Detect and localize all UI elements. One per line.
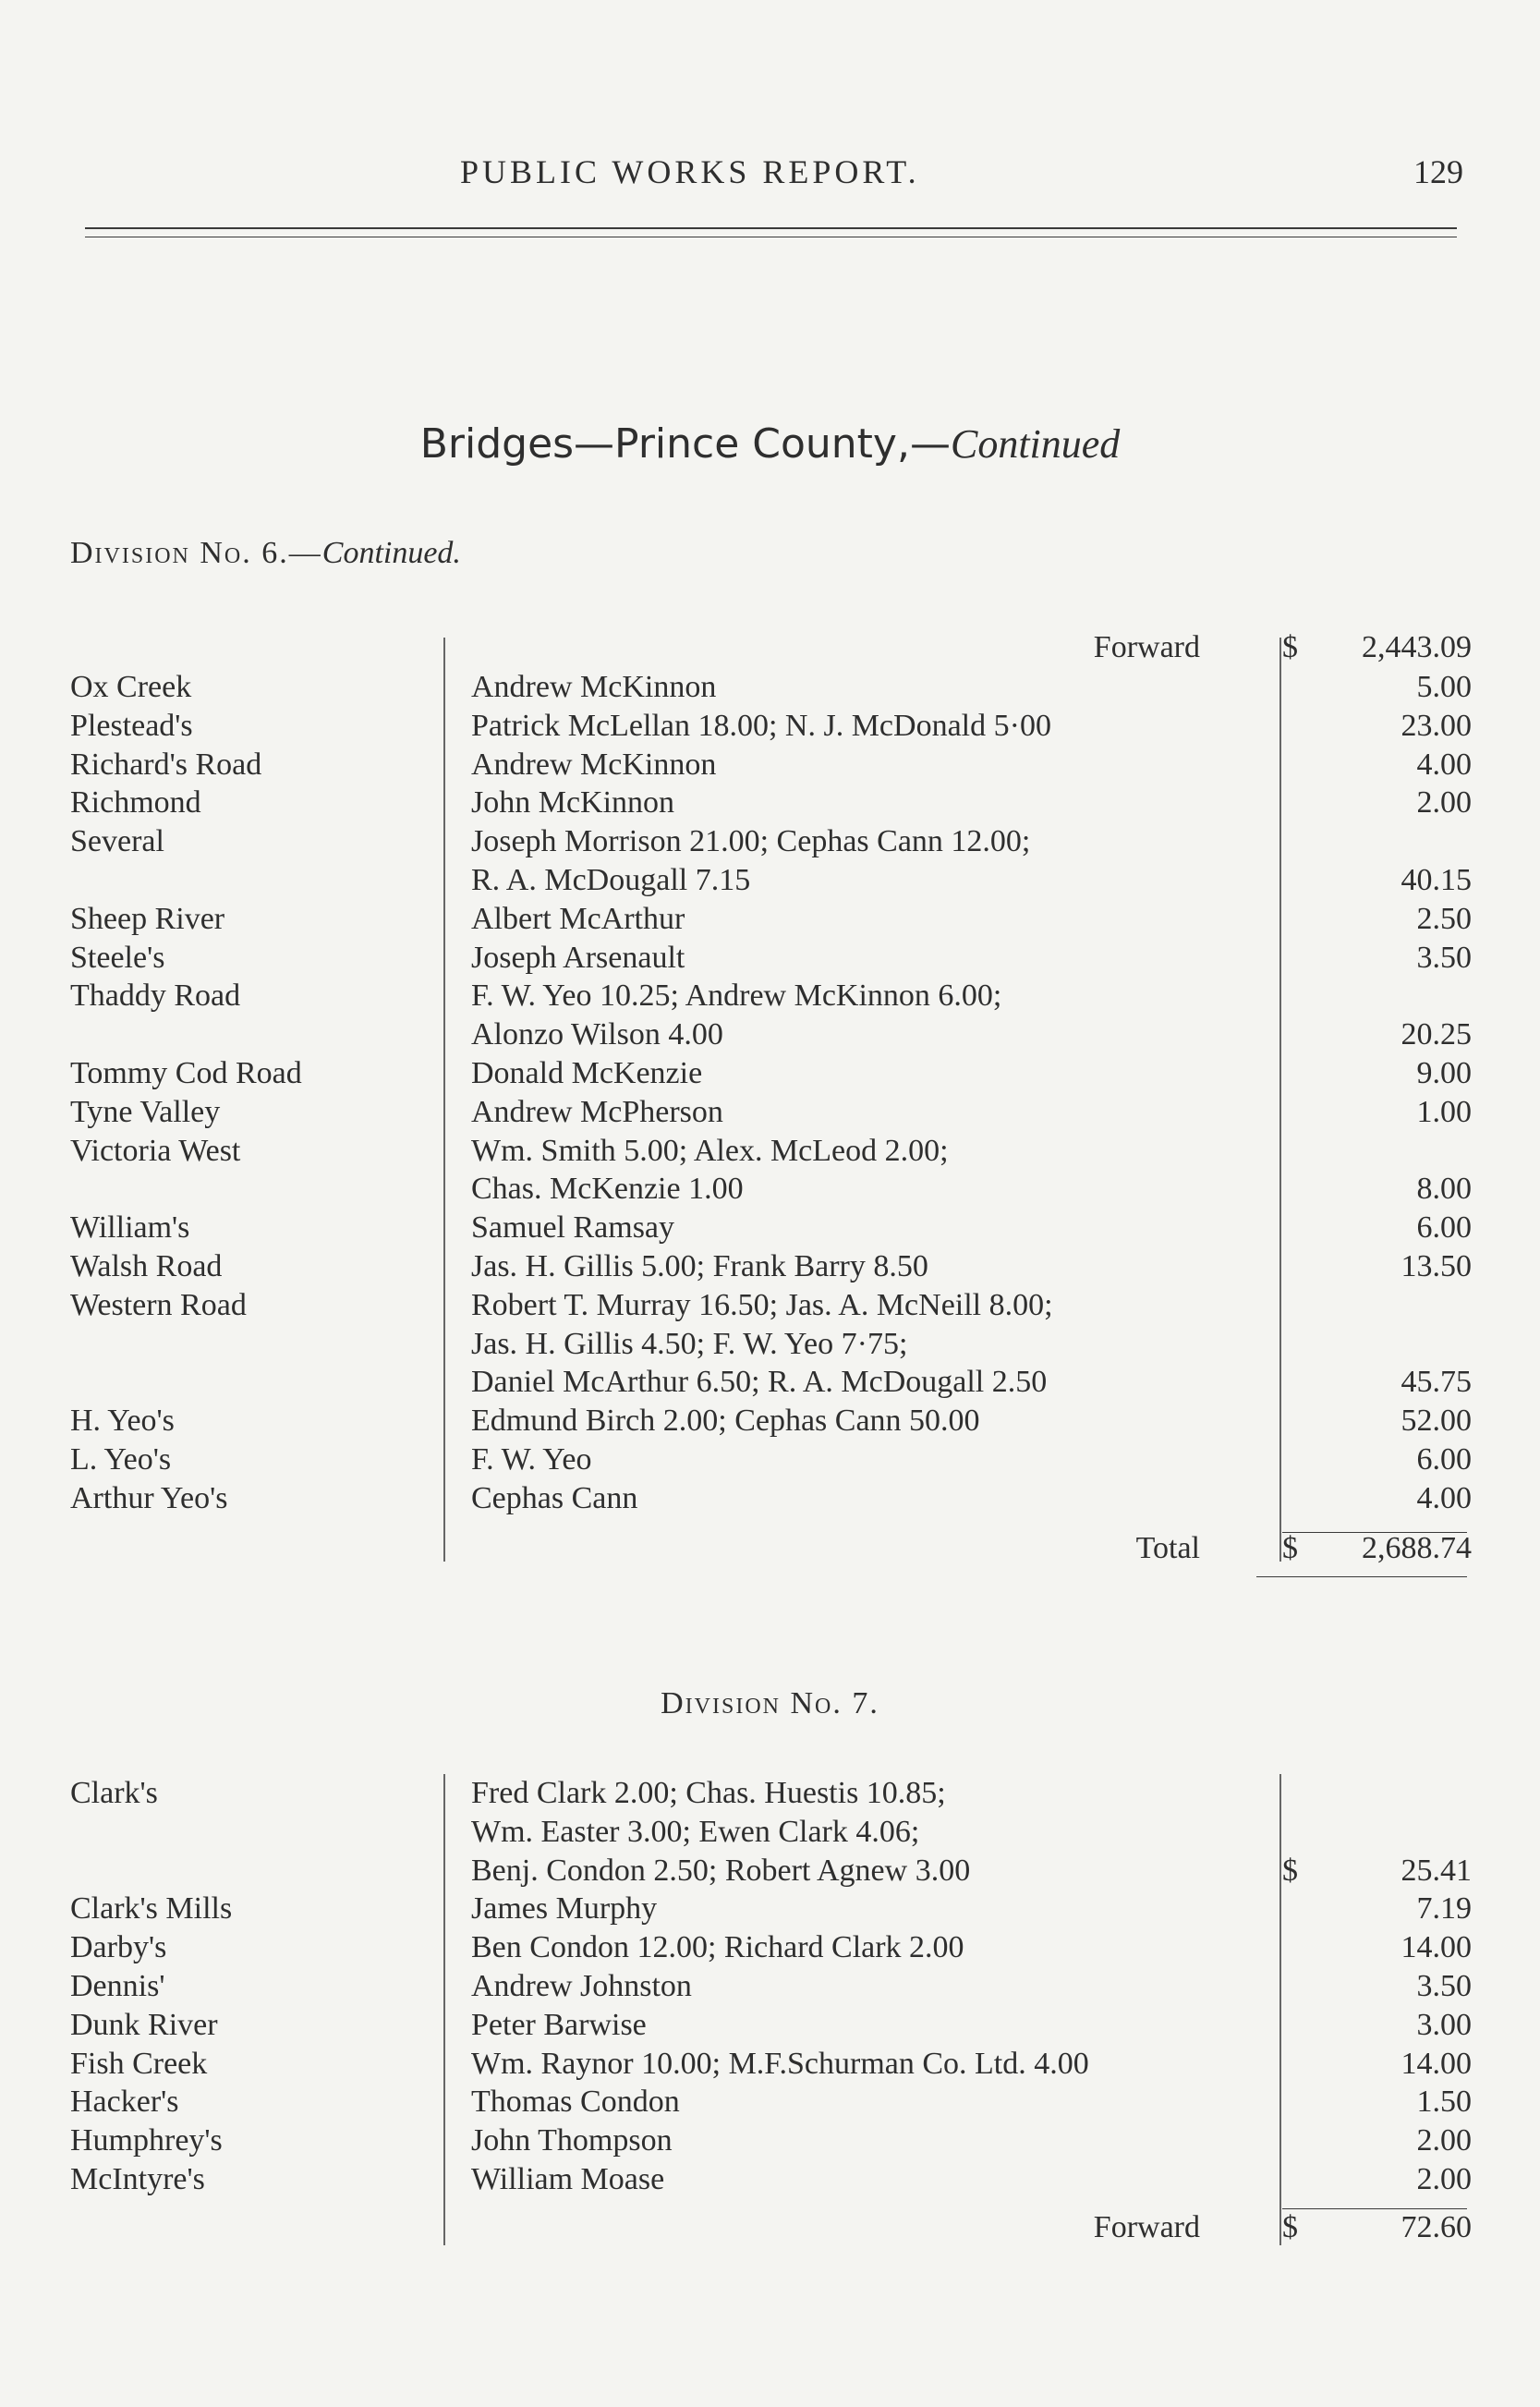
bridge-location: Several <box>70 824 164 859</box>
bridge-location: William's <box>70 1210 190 1246</box>
amount: 7.19 <box>1416 1891 1472 1927</box>
table-row <box>0 1774 1540 1813</box>
payee-description: Jas. H. Gillis 4.50; F. W. Yeo 7·75; <box>471 1326 908 1361</box>
currency-sign: $ <box>1282 1853 1298 1888</box>
bridge-location: Thaddy Road <box>70 979 241 1014</box>
table-row <box>0 784 1540 822</box>
bridge-location: Dennis' <box>70 1969 165 2003</box>
division-6-heading <box>70 536 461 571</box>
payee-description: Jas. H. Gillis 5.00; Frank Barry 8.50 <box>471 1249 928 1283</box>
amount: 4.00 <box>1416 747 1472 782</box>
table-row <box>0 668 1540 707</box>
amount: 1.00 <box>1416 1094 1472 1129</box>
amount: 14.00 <box>1401 1930 1472 1965</box>
total-label: Total <box>1135 1531 1200 1565</box>
table-row <box>0 1209 1540 1247</box>
payee-description: F. W. Yeo <box>471 1442 592 1477</box>
total-amount: 2,688.74 <box>1362 1531 1472 1565</box>
amount: 6.00 <box>1416 1210 1472 1246</box>
section-title <box>0 420 1540 468</box>
forward-row <box>0 628 1540 667</box>
section-title-continued: Continued <box>950 421 1121 467</box>
payee-description: Joseph Morrison 21.00; Cephas Cann 12.00; <box>471 824 1031 859</box>
payee-description: Andrew McKinnon <box>471 670 717 704</box>
header-rule <box>85 227 1457 229</box>
forward-amount: 72.60 <box>1401 2210 1472 2244</box>
bridge-location: H. Yeo's <box>70 1404 175 1439</box>
payee-description: Joseph Arsenault <box>471 940 685 975</box>
table-row <box>0 1890 1540 1928</box>
table-row <box>0 1852 1540 1890</box>
total-row <box>0 1529 1540 1568</box>
payee-description: Albert McArthur <box>471 901 685 936</box>
payee-description: Fred Clark 2.00; Chas. Huestis 10.85; <box>471 1776 946 1810</box>
bridge-location: Plestead's <box>70 708 193 743</box>
payee-description: F. W. Yeo 10.25; Andrew McKinnon 6.00; <box>471 979 1002 1014</box>
payee-description: Donald McKenzie <box>471 1056 703 1090</box>
payee-description: Wm. Smith 5.00; Alex. McLeod 2.00; <box>471 1133 949 1168</box>
table-row <box>0 1247 1540 1286</box>
bridge-location: Tommy Cod Road <box>70 1056 302 1090</box>
table-row <box>0 1402 1540 1441</box>
payee-description: Patrick McLellan 18.00; N. J. McDonald 5·00 <box>471 708 1051 743</box>
table-row <box>0 2160 1540 2199</box>
payee-description: Cephas Cann <box>471 1480 638 1515</box>
table-row <box>0 1479 1540 1518</box>
amount: 2.50 <box>1416 901 1472 936</box>
amount: 2.00 <box>1416 2123 1472 2158</box>
bridge-location: Hacker's <box>70 2085 179 2120</box>
bridge-location: Steele's <box>70 940 165 975</box>
amount: 1.50 <box>1416 2085 1472 2120</box>
forward-currency: $ <box>1282 630 1298 664</box>
forward-currency: $ <box>1282 2210 1298 2244</box>
payee-description: Andrew McKinnon <box>471 747 717 782</box>
table-row <box>0 1441 1540 1479</box>
payee-description: William Moase <box>471 2162 665 2196</box>
table-row <box>0 1015 1540 1054</box>
payee-description: Benj. Condon 2.50; Robert Agnew 3.00 <box>471 1853 971 1888</box>
payee-description: Daniel McArthur 6.50; R. A. McDougall 2.50 <box>471 1365 1048 1400</box>
bridge-location: Arthur Yeo's <box>70 1480 228 1515</box>
forward-label: Forward <box>1093 630 1200 664</box>
bridge-location: Darby's <box>70 1930 167 1965</box>
amount: 13.50 <box>1401 1249 1472 1283</box>
amount: 2.00 <box>1416 785 1472 821</box>
amount: 45.75 <box>1401 1365 1472 1400</box>
table-row <box>0 2006 1540 2045</box>
table-row <box>0 2121 1540 2160</box>
payee-description: Wm. Easter 3.00; Ewen Clark 4.06; <box>471 1814 920 1849</box>
bridge-location: McIntyre's <box>70 2162 205 2196</box>
total-underline <box>1256 1576 1467 1577</box>
table-row <box>0 822 1540 861</box>
table-row <box>0 746 1540 784</box>
bridge-location: Richmond <box>70 785 201 821</box>
bridge-location: L. Yeo's <box>70 1442 172 1477</box>
table-row <box>0 2083 1540 2121</box>
bridge-location: Fish Creek <box>70 2046 208 2081</box>
amount: 4.00 <box>1416 1480 1472 1515</box>
table-row <box>0 1967 1540 2006</box>
payee-description: John McKinnon <box>471 785 675 821</box>
table-row <box>0 939 1540 978</box>
table-row <box>0 1325 1540 1364</box>
table-row <box>0 1132 1540 1171</box>
bridge-location: Ox Creek <box>70 670 192 704</box>
amount: 52.00 <box>1401 1404 1472 1439</box>
payee-description: Wm. Raynor 10.00; M.F.Schurman Co. Ltd. 4.00 <box>471 2046 1089 2081</box>
table-row <box>0 1928 1540 1967</box>
forward-amount: 2,443.09 <box>1362 630 1472 664</box>
report-title: PUBLIC WORKS REPORT. <box>460 153 920 190</box>
payee-description: Peter Barwise <box>471 2007 647 2042</box>
amount: 9.00 <box>1416 1056 1472 1090</box>
total-currency: $ <box>1282 1531 1298 1565</box>
payee-description: Thomas Condon <box>471 2085 680 2120</box>
amount: 20.25 <box>1401 1017 1472 1052</box>
payee-description: Edmund Birch 2.00; Cephas Cann 50.00 <box>471 1404 980 1439</box>
amount: 8.00 <box>1416 1172 1472 1207</box>
amount: 3.00 <box>1416 2007 1472 2042</box>
payee-description: R. A. McDougall 7.15 <box>471 863 751 897</box>
page-number: 129 <box>1413 153 1463 190</box>
table-row <box>0 2045 1540 2084</box>
payee-description: Ben Condon 12.00; Richard Clark 2.00 <box>471 1930 964 1965</box>
table-row <box>0 1813 1540 1852</box>
table-row <box>0 1363 1540 1402</box>
amount: 3.50 <box>1416 1969 1472 2003</box>
table-row <box>0 1286 1540 1325</box>
division-7-heading: Division No. 7. <box>661 1686 879 1720</box>
amount: 25.41 <box>1401 1853 1472 1888</box>
table-row <box>0 1170 1540 1209</box>
payee-description: Andrew Johnston <box>471 1969 692 2003</box>
bridge-location: Tyne Valley <box>70 1094 221 1129</box>
forward-row <box>0 2208 1540 2247</box>
division-6-heading-continued: Continued. <box>321 536 461 570</box>
bridge-location: Richard's Road <box>70 747 262 782</box>
amount: 23.00 <box>1401 708 1472 743</box>
amount: 14.00 <box>1401 2046 1472 2081</box>
bridge-location: Clark's Mills <box>70 1891 233 1927</box>
table-row <box>0 1054 1540 1093</box>
division-6-heading-prefix: Division No. 6.— <box>70 536 322 570</box>
payee-description: James Murphy <box>471 1891 658 1927</box>
table-row <box>0 1093 1540 1132</box>
payee-description: Andrew McPherson <box>471 1094 723 1129</box>
running-header <box>0 152 1540 208</box>
bridge-location: Humphrey's <box>70 2123 223 2158</box>
table-row <box>0 861 1540 900</box>
amount: 5.00 <box>1416 670 1472 704</box>
amount: 3.50 <box>1416 940 1472 975</box>
bridge-location: Dunk River <box>70 2007 218 2042</box>
table-row <box>0 707 1540 746</box>
amount: 6.00 <box>1416 1442 1472 1477</box>
bridge-location: Sheep River <box>70 901 225 936</box>
amount: 40.15 <box>1401 863 1472 897</box>
section-title-main: Bridges—Prince County,— <box>419 420 951 468</box>
bridge-location: Clark's <box>70 1776 158 1810</box>
table-row <box>0 977 1540 1015</box>
bridge-location: Walsh Road <box>70 1249 223 1283</box>
bridge-location: Victoria West <box>70 1133 241 1168</box>
forward-label: Forward <box>1093 2210 1200 2244</box>
payee-description: Robert T. Murray 16.50; Jas. A. McNeill 8.00; <box>471 1287 1053 1322</box>
payee-description: Chas. McKenzie 1.00 <box>471 1172 744 1207</box>
bridge-location: Western Road <box>70 1287 247 1322</box>
payee-description: John Thompson <box>471 2123 673 2158</box>
payee-description: Samuel Ramsay <box>471 1210 675 1246</box>
table-row <box>0 900 1540 939</box>
payee-description: Alonzo Wilson 4.00 <box>471 1017 723 1052</box>
amount: 2.00 <box>1416 2162 1472 2196</box>
